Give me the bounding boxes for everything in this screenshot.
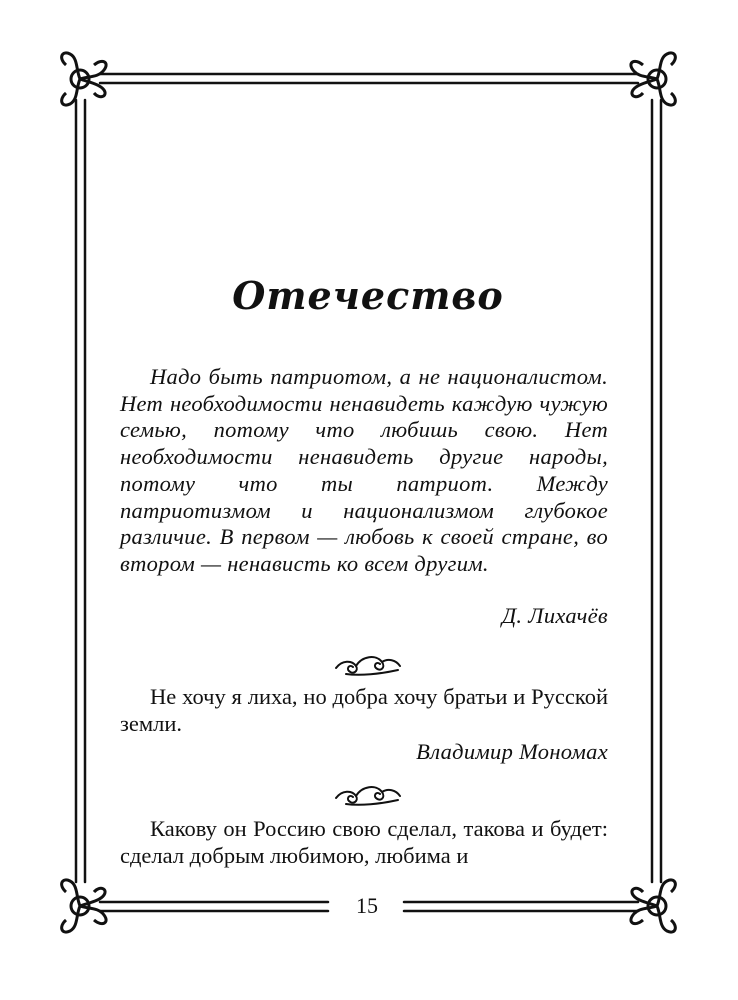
quote-text-third: Какову он Россию свою сделал, такова и будет: сделал добрым любимою, любима и — [120, 816, 608, 868]
page-number: 15 — [356, 893, 378, 918]
corner-knot-icon — [62, 53, 106, 105]
corner-knot-icon — [631, 880, 675, 932]
quote-author-monomakh: Владимир Мономах — [416, 739, 608, 764]
swirl-ornament-icon — [332, 780, 404, 808]
quote-author-likhachev: Д. Лихачёв — [501, 603, 608, 628]
page-title: Отечество — [232, 273, 504, 318]
quote-text-monomakh: Не хочу я лиха, но добра хочу братьи и Русской земли. — [120, 684, 608, 736]
corner-knot-icon — [62, 880, 106, 932]
swirl-ornament-icon — [332, 650, 404, 678]
quote-text-likhachev: Надо быть патриотом, а не националистом. Нет необходимости ненавидеть каждую чужую семью, потому что любишь свою. Нет необходимости ненавидеть другие народы, потому что ты патриот. Между патриотизмом и национализмом глубокое различие. В первом — любовь к своей стране, во втором — ненависть ко всем другим. — [120, 364, 608, 576]
corner-knot-icon — [631, 53, 675, 105]
